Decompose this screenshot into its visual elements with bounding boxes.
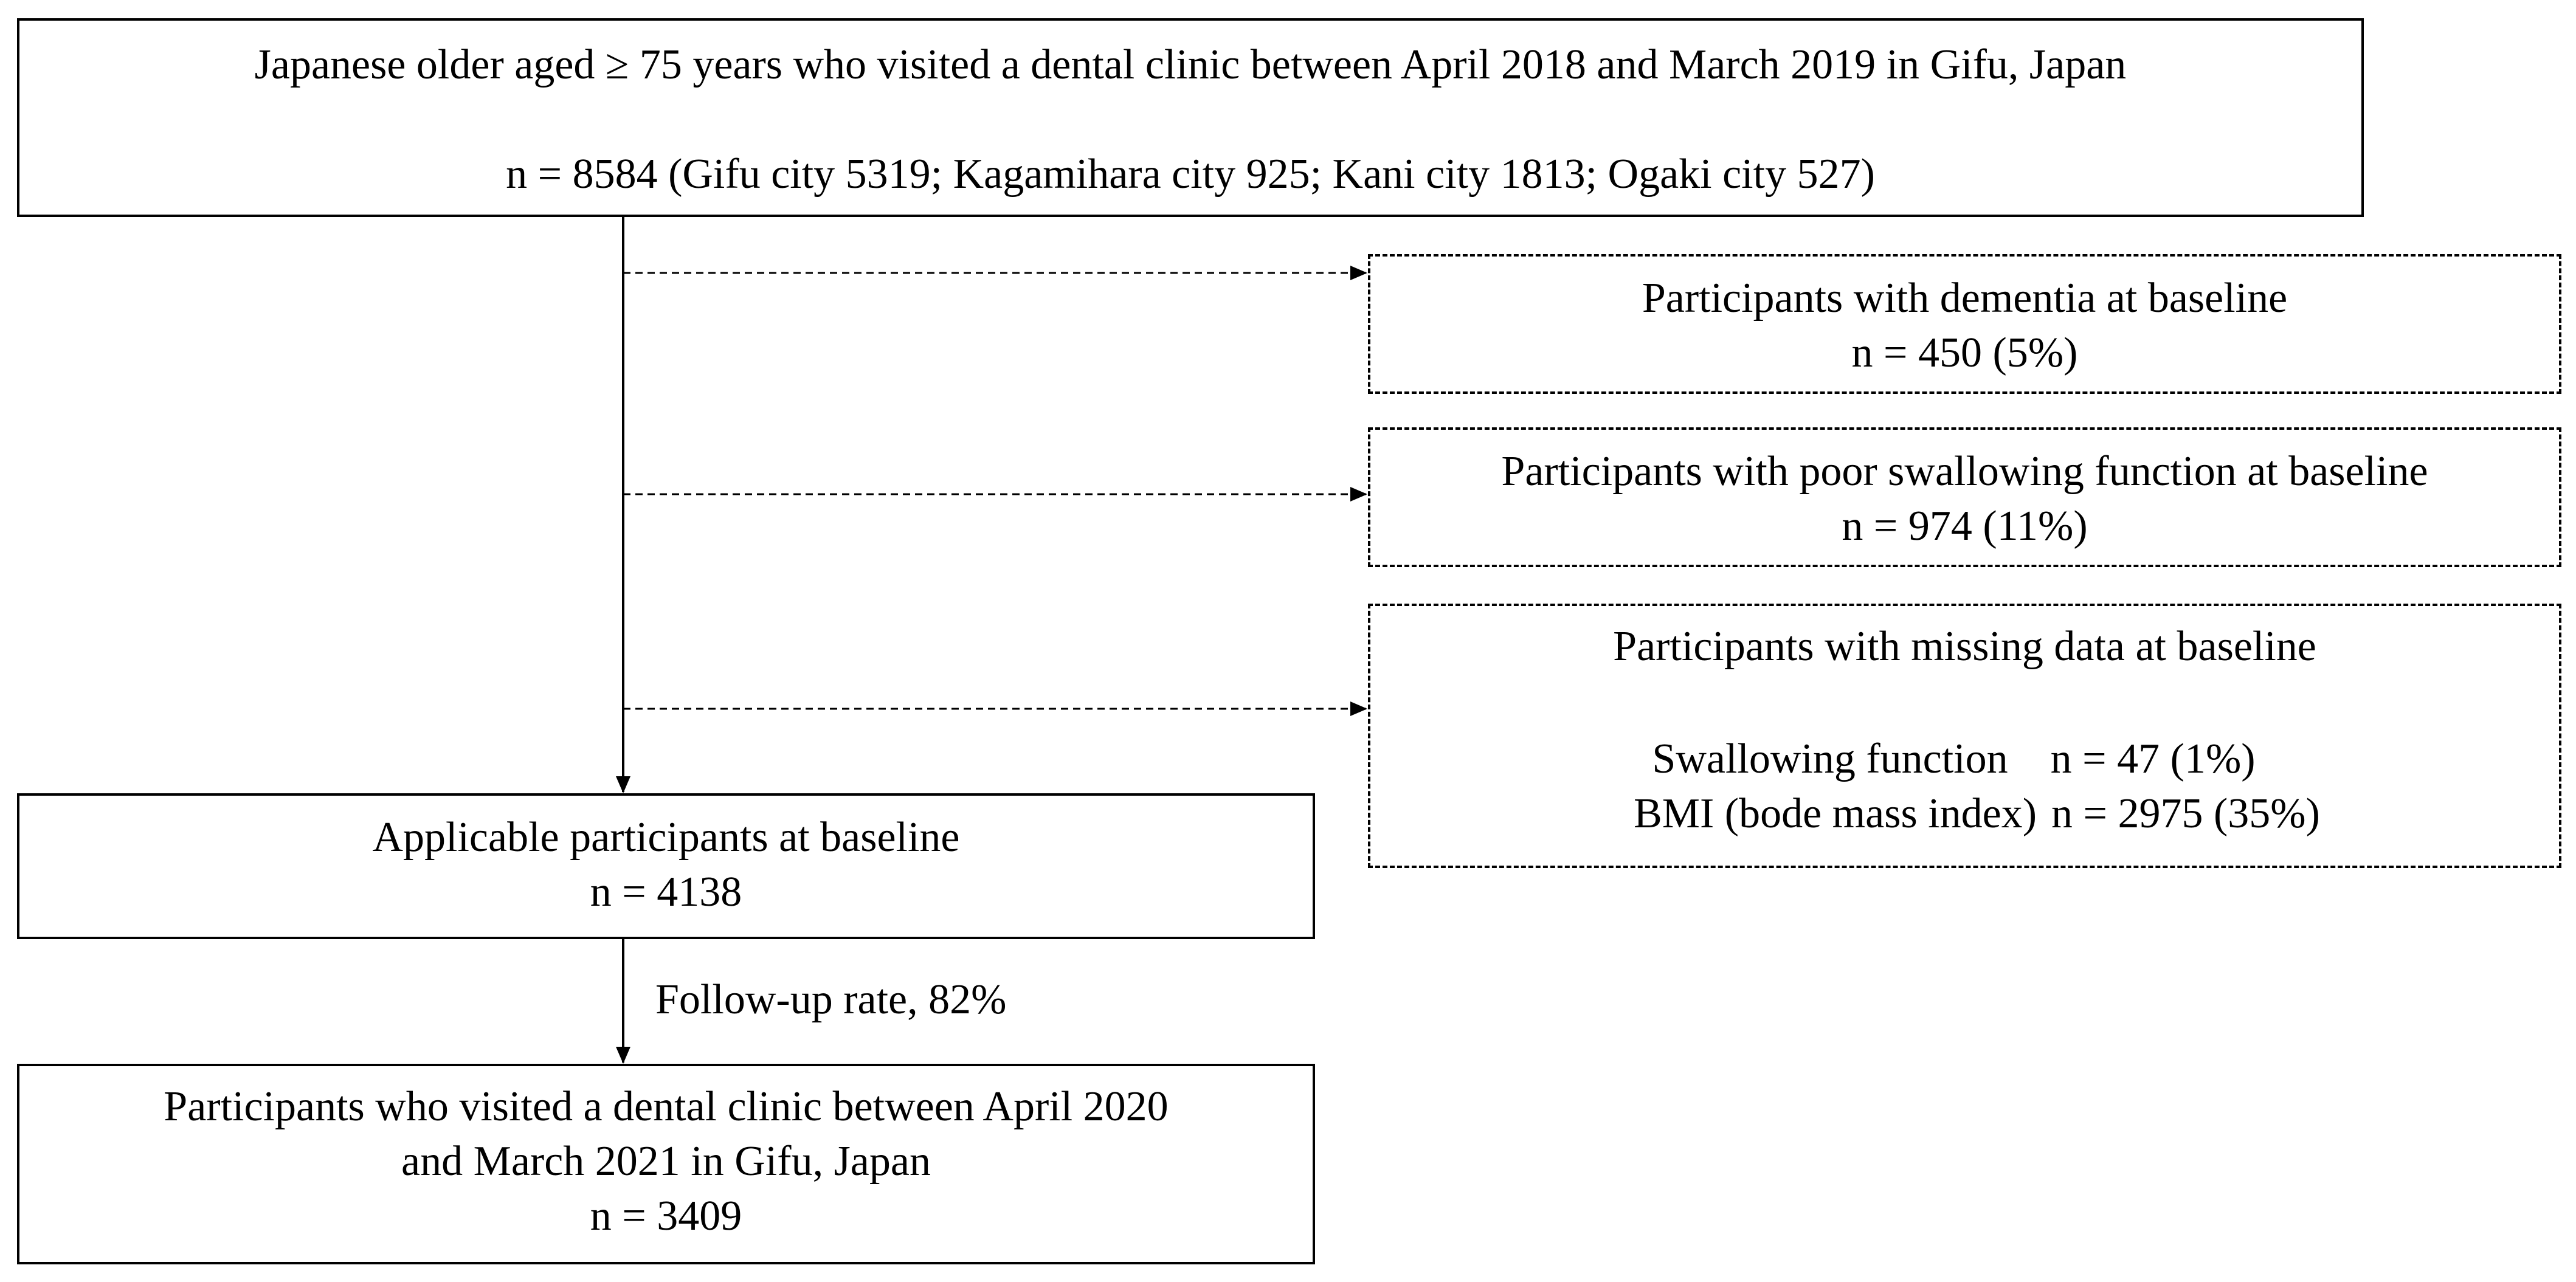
- missing-bmi-value: n = 2975 (35%): [2051, 790, 2320, 837]
- exclusion-dementia-box: [1368, 254, 2561, 394]
- exclusion-swallowing-box: [1368, 427, 2561, 567]
- missing-bmi-label: BMI (bode mass index): [1634, 790, 2037, 837]
- followup-description-1: Participants who visited a dental clinic between April 2020: [164, 1083, 1169, 1130]
- cohort-box: [17, 18, 2364, 217]
- cohort-count: n = 8584 (Gifu city 5319; Kagamihara city 925; Kani city 1813; Ogaki city 527): [506, 151, 1875, 198]
- missing-row-swallowing: [1359, 732, 2548, 787]
- exclusion-missing-title: Participants with missing data at baseline: [1613, 623, 2316, 670]
- missing-row-bmi: [1383, 787, 2571, 841]
- exclusion-missing-box: [1368, 604, 2561, 868]
- exclusion-dementia-label: Participants with dementia at baseline: [1642, 275, 2288, 322]
- missing-swallowing-label: Swallowing function: [1652, 736, 2008, 782]
- exclusion-swallowing-label: Participants with poor swallowing function at baseline: [1501, 448, 2428, 495]
- exclusion-dementia-count: n = 450 (5%): [1851, 329, 2078, 376]
- followup-rate-label: Follow-up rate, 82%: [655, 976, 1007, 1023]
- applicable-label: Applicable participants at baseline: [372, 814, 960, 861]
- followup-description-2: and March 2021 in Gifu, Japan: [401, 1138, 931, 1185]
- exclusion-swallowing-count: n = 974 (11%): [1842, 503, 2088, 550]
- cohort-description: Japanese older aged ≥ 75 years who visited a dental clinic between April 2018 and March 2019 in Gifu, Japan: [254, 41, 2127, 88]
- followup-count: n = 3409: [590, 1193, 742, 1239]
- followup-box: [17, 1064, 1315, 1264]
- applicable-box: [17, 793, 1315, 939]
- applicable-count: n = 4138: [590, 869, 742, 915]
- missing-swallowing-value: n = 47 (1%): [2050, 736, 2256, 782]
